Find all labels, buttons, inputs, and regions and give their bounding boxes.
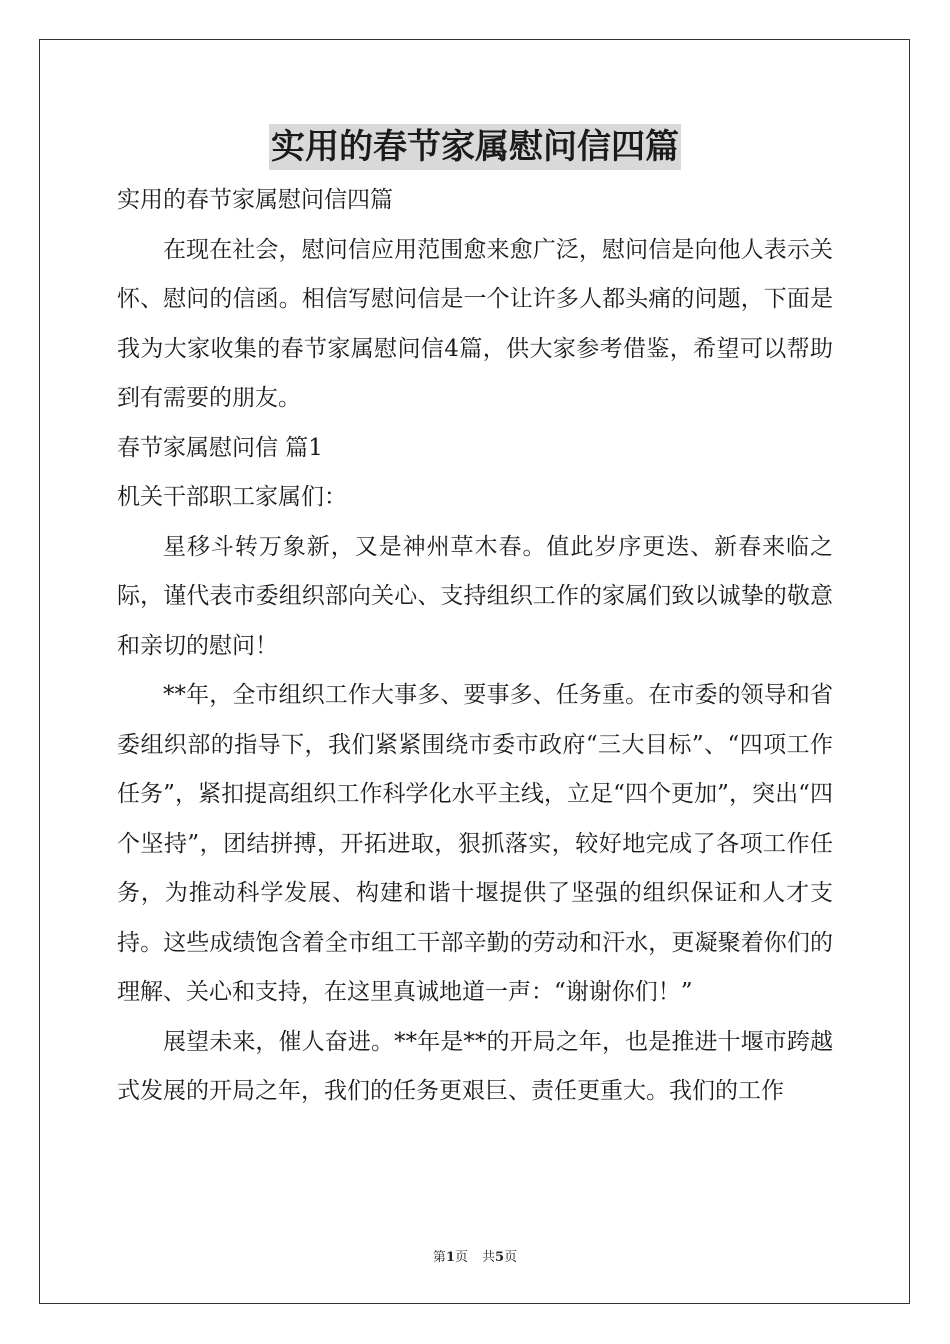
section-heading: 春节家属慰问信 篇1	[117, 434, 323, 461]
document-title: 实用的春节家属慰问信四篇	[269, 124, 681, 170]
page-suffix: 页	[454, 1250, 468, 1265]
subtitle-paragraph: 实用的春节家属慰问信四篇	[117, 187, 393, 213]
body-paragraph: **年，全市组织工作大事多、要事多、任务重。在市委的领导和省委组织部的指导下，我们紧紧围绕市委市政府“三大目标”、“四项工作任务”，紧扣提高组织工作科学化水平主线，立足“四个更加”，突出“四个坚持”，团结拼搏，开拓进取，狠抓落实，较好地完成了各项工作任务，为推动科学发展、构建和谐十堰提供了坚强的组织保证和人才支持。这些成绩饱含着全市组工干部辛勤的劳动和汗水，更凝聚着你们的理解、关心和支持，在这里真诚地道一声：“谢谢你们！”	[117, 682, 833, 1005]
intro-paragraph: 在现在社会，慰问信应用范围愈来愈广泛，慰问信是向他人表示关怀、慰问的信函。相信写慰问信是一个让许多人都头痛的问题，下面是我为大家收集的春节家属慰问信4篇，供大家参考借鉴，希望可以帮助到有需要的朋友。	[117, 236, 833, 411]
salutation: 机关干部职工家属们：	[117, 484, 347, 510]
total-suffix: 页	[504, 1250, 518, 1265]
total-prefix: 共	[482, 1250, 496, 1265]
page-prefix: 第	[432, 1250, 446, 1265]
current-page-number: 1	[445, 1250, 455, 1265]
document-body	[117, 176, 833, 1117]
body-paragraph: 星移斗转万象新，又是神州草木春。值此岁序更迭、新春来临之际，谨代表市委组织部向关心、支持组织工作的家属们致以诚挚的敬意和亲切的慰问！	[117, 533, 833, 659]
page-footer	[0, 1246, 950, 1265]
body-paragraph: 展望未来，催人奋进。**年是**的开局之年，也是推进十堰市跨越式发展的开局之年，我们的任务更艰巨、责任更重大。我们的工作	[117, 1028, 833, 1104]
title-container	[0, 124, 950, 170]
total-page-number: 5	[495, 1250, 505, 1265]
